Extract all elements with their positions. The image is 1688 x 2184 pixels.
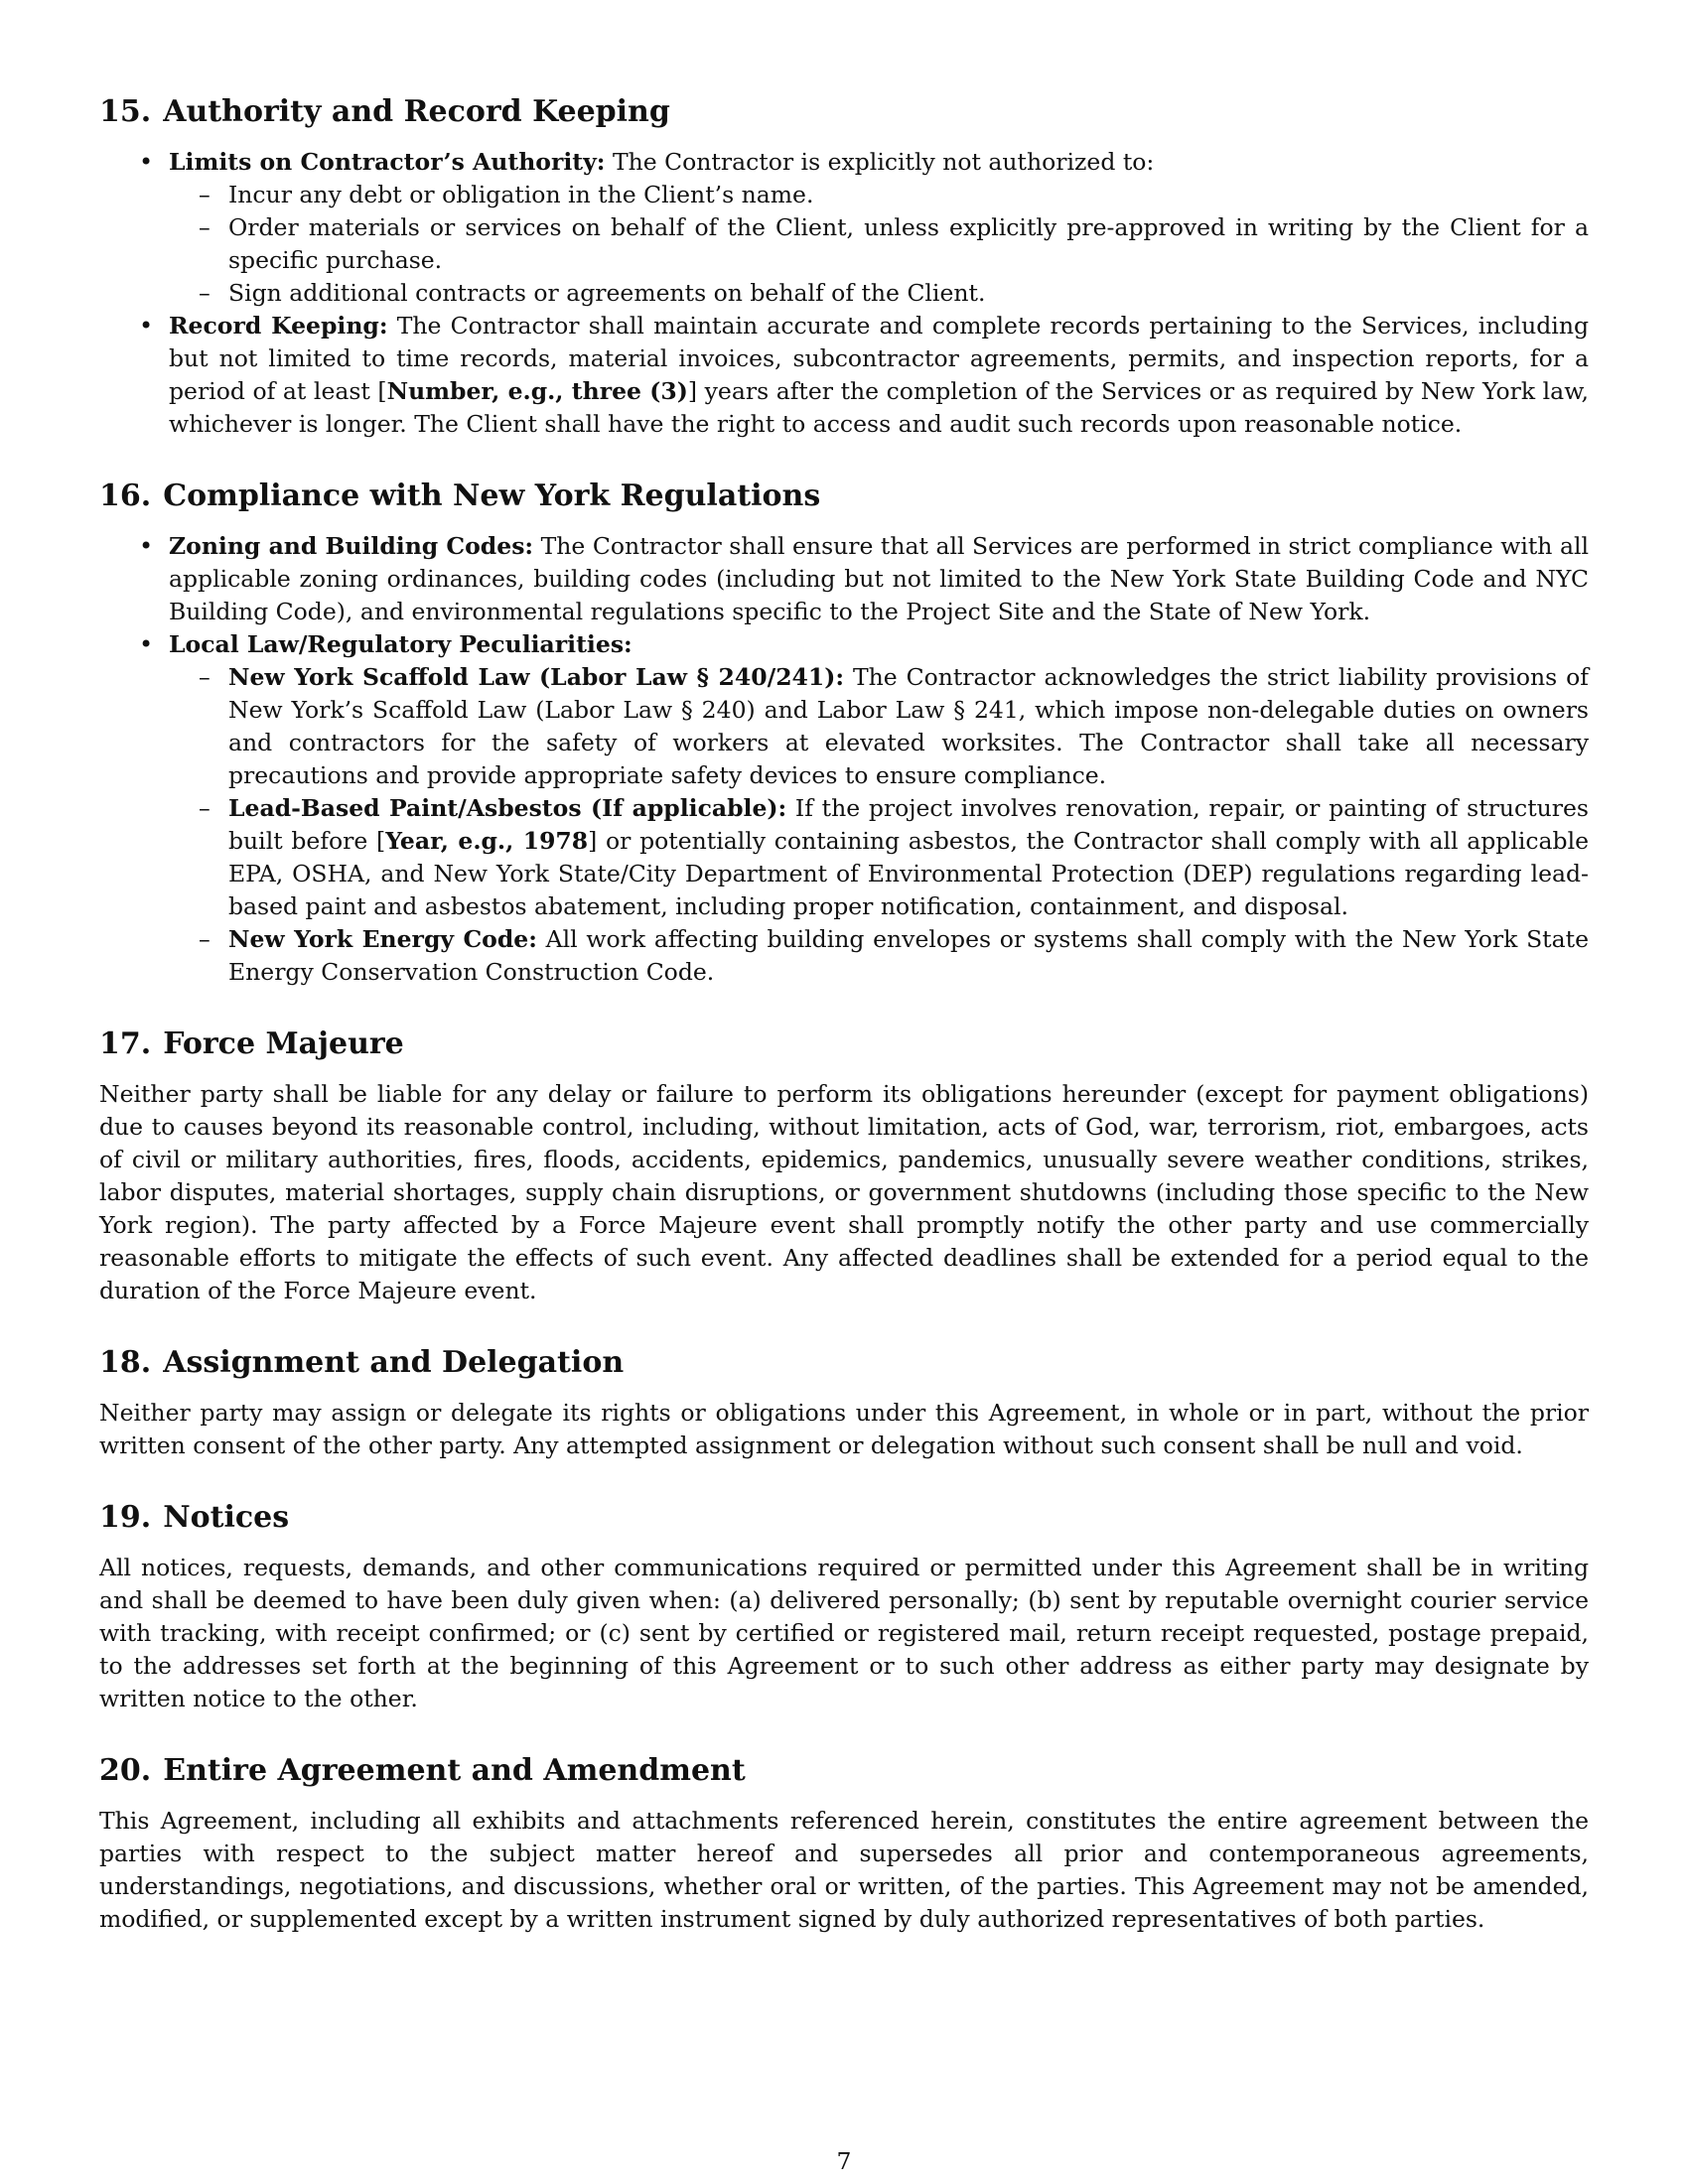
page-number: 7 <box>836 2147 852 2175</box>
sub-list-item: – Sign additional contracts or agreements on behalf of the Client. <box>228 277 1589 310</box>
section-heading <box>99 1026 1589 1062</box>
section-number: 20. <box>99 1753 152 1788</box>
item-label: Record Keeping: <box>169 312 388 340</box>
item-text: The Contractor shall ensure that all Services are performed in strict compliance with all applicable zoning ordinances, building codes (including but not limited to the New York State Building Code and NYC Building Code), and environmental regulations specific to the Project Site and the State of New York. <box>169 532 1589 625</box>
item-text: The Contractor shall maintain accurate and complete records pertaining to the Services, including but not limited to time records, material invoices, subcontractor agreements, permits, and inspection reports, for a period of at least [ <box>169 312 1589 405</box>
item-label: New York Scaffold Law (Labor Law § 240/241): <box>228 663 845 691</box>
item-text: The Contractor is explicitly not authorized to: <box>605 148 1155 176</box>
sub-list-item-lead-paint <box>228 792 1589 923</box>
item-label: Limits on Contractor’s Authority: <box>169 148 606 176</box>
section-20 <box>99 1753 1589 1936</box>
placeholder-text: Year, e.g., 1978 <box>385 827 589 855</box>
section-title: Force Majeure <box>163 1026 404 1061</box>
placeholder-text: Number, e.g., three (3) <box>386 377 688 405</box>
section-number: 18. <box>99 1345 152 1380</box>
section-18 <box>99 1345 1589 1462</box>
item-text: The Contractor acknowledges the strict liability provisions of New York’s Scaffold Law (Labor Law § 240) and Labor Law § 241, which impose non-delegable duties on owners and contractors for the safety of workers at elevated worksites. The Contractor shall take all necessary precautions and provide appropriate safety devices to ensure compliance. <box>228 663 1589 789</box>
section-heading <box>99 1500 1589 1536</box>
section-17 <box>99 1026 1589 1307</box>
section-number: 16. <box>99 478 152 513</box>
item-label: New York Energy Code: <box>228 925 537 953</box>
item-label: Zoning and Building Codes: <box>169 532 534 560</box>
list-item-limits <box>169 146 1589 310</box>
section-number: 17. <box>99 1026 152 1061</box>
sub-list <box>169 179 1589 310</box>
section-title: Entire Agreement and Amendment <box>163 1753 746 1788</box>
item-text: All work affecting building envelopes or systems shall comply with the New York State Energy Conservation Construction Code. <box>228 925 1589 986</box>
item-text: If the project involves renovation, repair, or painting of structures built before [ <box>228 794 1589 855</box>
section-body: Neither party may assign or delegate its rights or obligations under this Agreement, in whole or in part, without the prior written consent of the other party. Any attempted assignment or delegation without such consent shall be null and void. <box>99 1399 1589 1459</box>
section-number: 19. <box>99 1500 152 1535</box>
sub-list-item-energy-code <box>228 923 1589 989</box>
item-label: Local Law/Regulatory Peculiarities: <box>169 630 633 658</box>
section-title: Authority and Record Keeping <box>163 94 670 129</box>
section-heading <box>99 94 1589 130</box>
bullet-list <box>99 530 1589 989</box>
section-16 <box>99 478 1589 989</box>
section-heading <box>99 1345 1589 1381</box>
list-item-zoning <box>169 530 1589 628</box>
item-label: Lead-Based Paint/Asbestos (If applicable): <box>228 794 787 822</box>
item-text: ] years after the completion of the Services or as required by New York law, whichever is longer. The Client shall have the right to access and audit such records upon reasonable notice. <box>169 377 1589 438</box>
section-19 <box>99 1500 1589 1715</box>
section-title: Assignment and Delegation <box>163 1345 625 1380</box>
bullet-list <box>99 146 1589 441</box>
section-body: All notices, requests, demands, and other communications required or permitted under this Agreement shall be in writing and shall be deemed to have been duly given when: (a) delivered personally; (b) sent by reputable overnight courier service with tracking, with receipt confirmed; or (c) sent by certified or registered mail, return receipt requested, postage prepaid, to the addresses set forth at the beginning of this Agreement or to such other address as either party may designate by written notice to the other. <box>99 1554 1589 1712</box>
section-number: 15. <box>99 94 152 129</box>
section-body: Neither party shall be liable for any delay or failure to perform its obligations hereunder (except for payment obligations) due to causes beyond its reasonable control, including, without limitation, acts of God, war, terrorism, riot, embargoes, acts of civil or military authorities, fires, floods, accidents, epidemics, pandemics, unusually severe weather conditions, strikes, labor disputes, material shortages, supply chain disruptions, or government shutdowns (including those specific to the New York region). The party affected by a Force Majeure event shall promptly notify the other party and use commercially reasonable efforts to mitigate the effects of such event. Any affected deadlines shall be extended for a period equal to the duration of the Force Majeure event. <box>99 1080 1589 1304</box>
list-item-local-law <box>169 628 1589 989</box>
section-15 <box>99 94 1589 441</box>
sub-list-item: – Incur any debt or obligation in the Client’s name. <box>228 179 1589 211</box>
section-heading <box>99 1753 1589 1789</box>
section-body: This Agreement, including all exhibits and attachments referenced herein, constitutes the entire agreement between the parties with respect to the subject matter hereof and supersedes all prior and contemporaneous agreements, understandings, negotiations, and discussions, whether oral or written, of the parties. This Agreement may not be amended, modified, or supplemented except by a written instrument signed by duly authorized representatives of both parties. <box>99 1807 1589 1933</box>
list-item-record-keeping <box>169 310 1589 441</box>
section-title: Compliance with New York Regulations <box>163 478 821 513</box>
item-text: ] or potentially containing asbestos, the Contractor shall comply with all applicable EPA, OSHA, and New York State/City Department of Environmental Protection (DEP) regulations regarding lead-based paint and asbestos abatement, including proper notification, containment, and disposal. <box>228 827 1590 920</box>
section-heading <box>99 478 1589 514</box>
sub-list-item-scaffold-law <box>228 661 1589 792</box>
document-page <box>99 94 1589 1974</box>
section-title: Notices <box>163 1500 290 1535</box>
sub-list-item: – Order materials or services on behalf of the Client, unless explicitly pre-approved in writing by the Client for a specific purchase. <box>228 211 1589 277</box>
sub-list <box>169 661 1589 989</box>
